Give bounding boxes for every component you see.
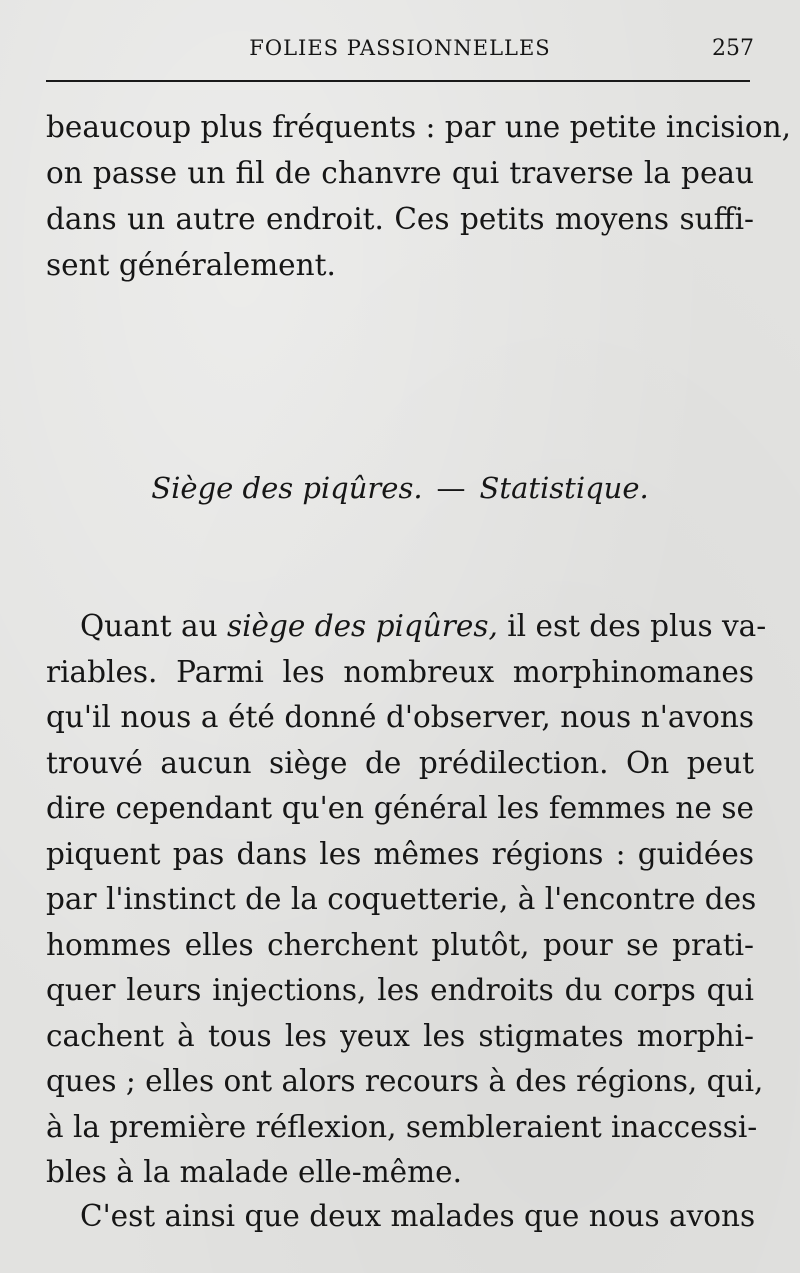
text-line: dans un autre endroit. Ces petits moyens suffi- xyxy=(46,202,754,236)
italic-text-run: siège des piqûres, xyxy=(226,609,498,643)
text-line: riables. Parmi les nombreux morphinomanes xyxy=(46,655,754,689)
page-number: 257 xyxy=(712,36,754,61)
text-run: il est des plus va- xyxy=(497,609,767,643)
text-line: beaucoup plus fréquents : par une petite incision, xyxy=(46,110,792,144)
text-line: cachent à tous les yeux les stigmates morphi- xyxy=(46,1019,754,1053)
text-line: ques ; elles ont alors recours à des régions, qui, xyxy=(46,1064,764,1098)
text-line-first xyxy=(80,604,767,648)
text-line: à la première réflexion, sembleraient inaccessi- xyxy=(46,1110,758,1144)
running-title: FOLIES PASSIONNELLES xyxy=(249,36,551,60)
text-line: par l'instinct de la coquetterie, à l'encontre des xyxy=(46,882,757,916)
section-heading xyxy=(46,466,754,510)
section-heading-part1: Siège des piqûres. xyxy=(151,471,423,505)
text-line: hommes elles cherchent plutôt, pour se prati- xyxy=(46,928,754,962)
text-line: on passe un fil de chanvre qui traverse la peau xyxy=(46,156,754,190)
text-run: Quant au xyxy=(80,609,227,643)
text-line: dire cependant qu'en général les femmes ne se xyxy=(46,791,754,825)
text-line: sent généralement. xyxy=(46,248,336,282)
text-line: quer leurs injections, les endroits du corps qui xyxy=(46,973,754,1007)
text-line: C'est ainsi que deux malades que nous avons xyxy=(80,1199,756,1233)
header-rule xyxy=(46,80,750,82)
text-line: bles à la malade elle-même. xyxy=(46,1155,462,1189)
text-line: qu'il nous a été donné d'observer, nous n'avons xyxy=(46,700,754,734)
section-heading-dash: — xyxy=(436,471,466,505)
text-line: piquent pas dans les mêmes régions : guidées xyxy=(46,837,754,871)
page-header xyxy=(46,36,754,68)
text-line: trouvé aucun siège de prédilection. On peut xyxy=(46,746,754,780)
section-heading-part2: Statistique. xyxy=(479,471,649,505)
